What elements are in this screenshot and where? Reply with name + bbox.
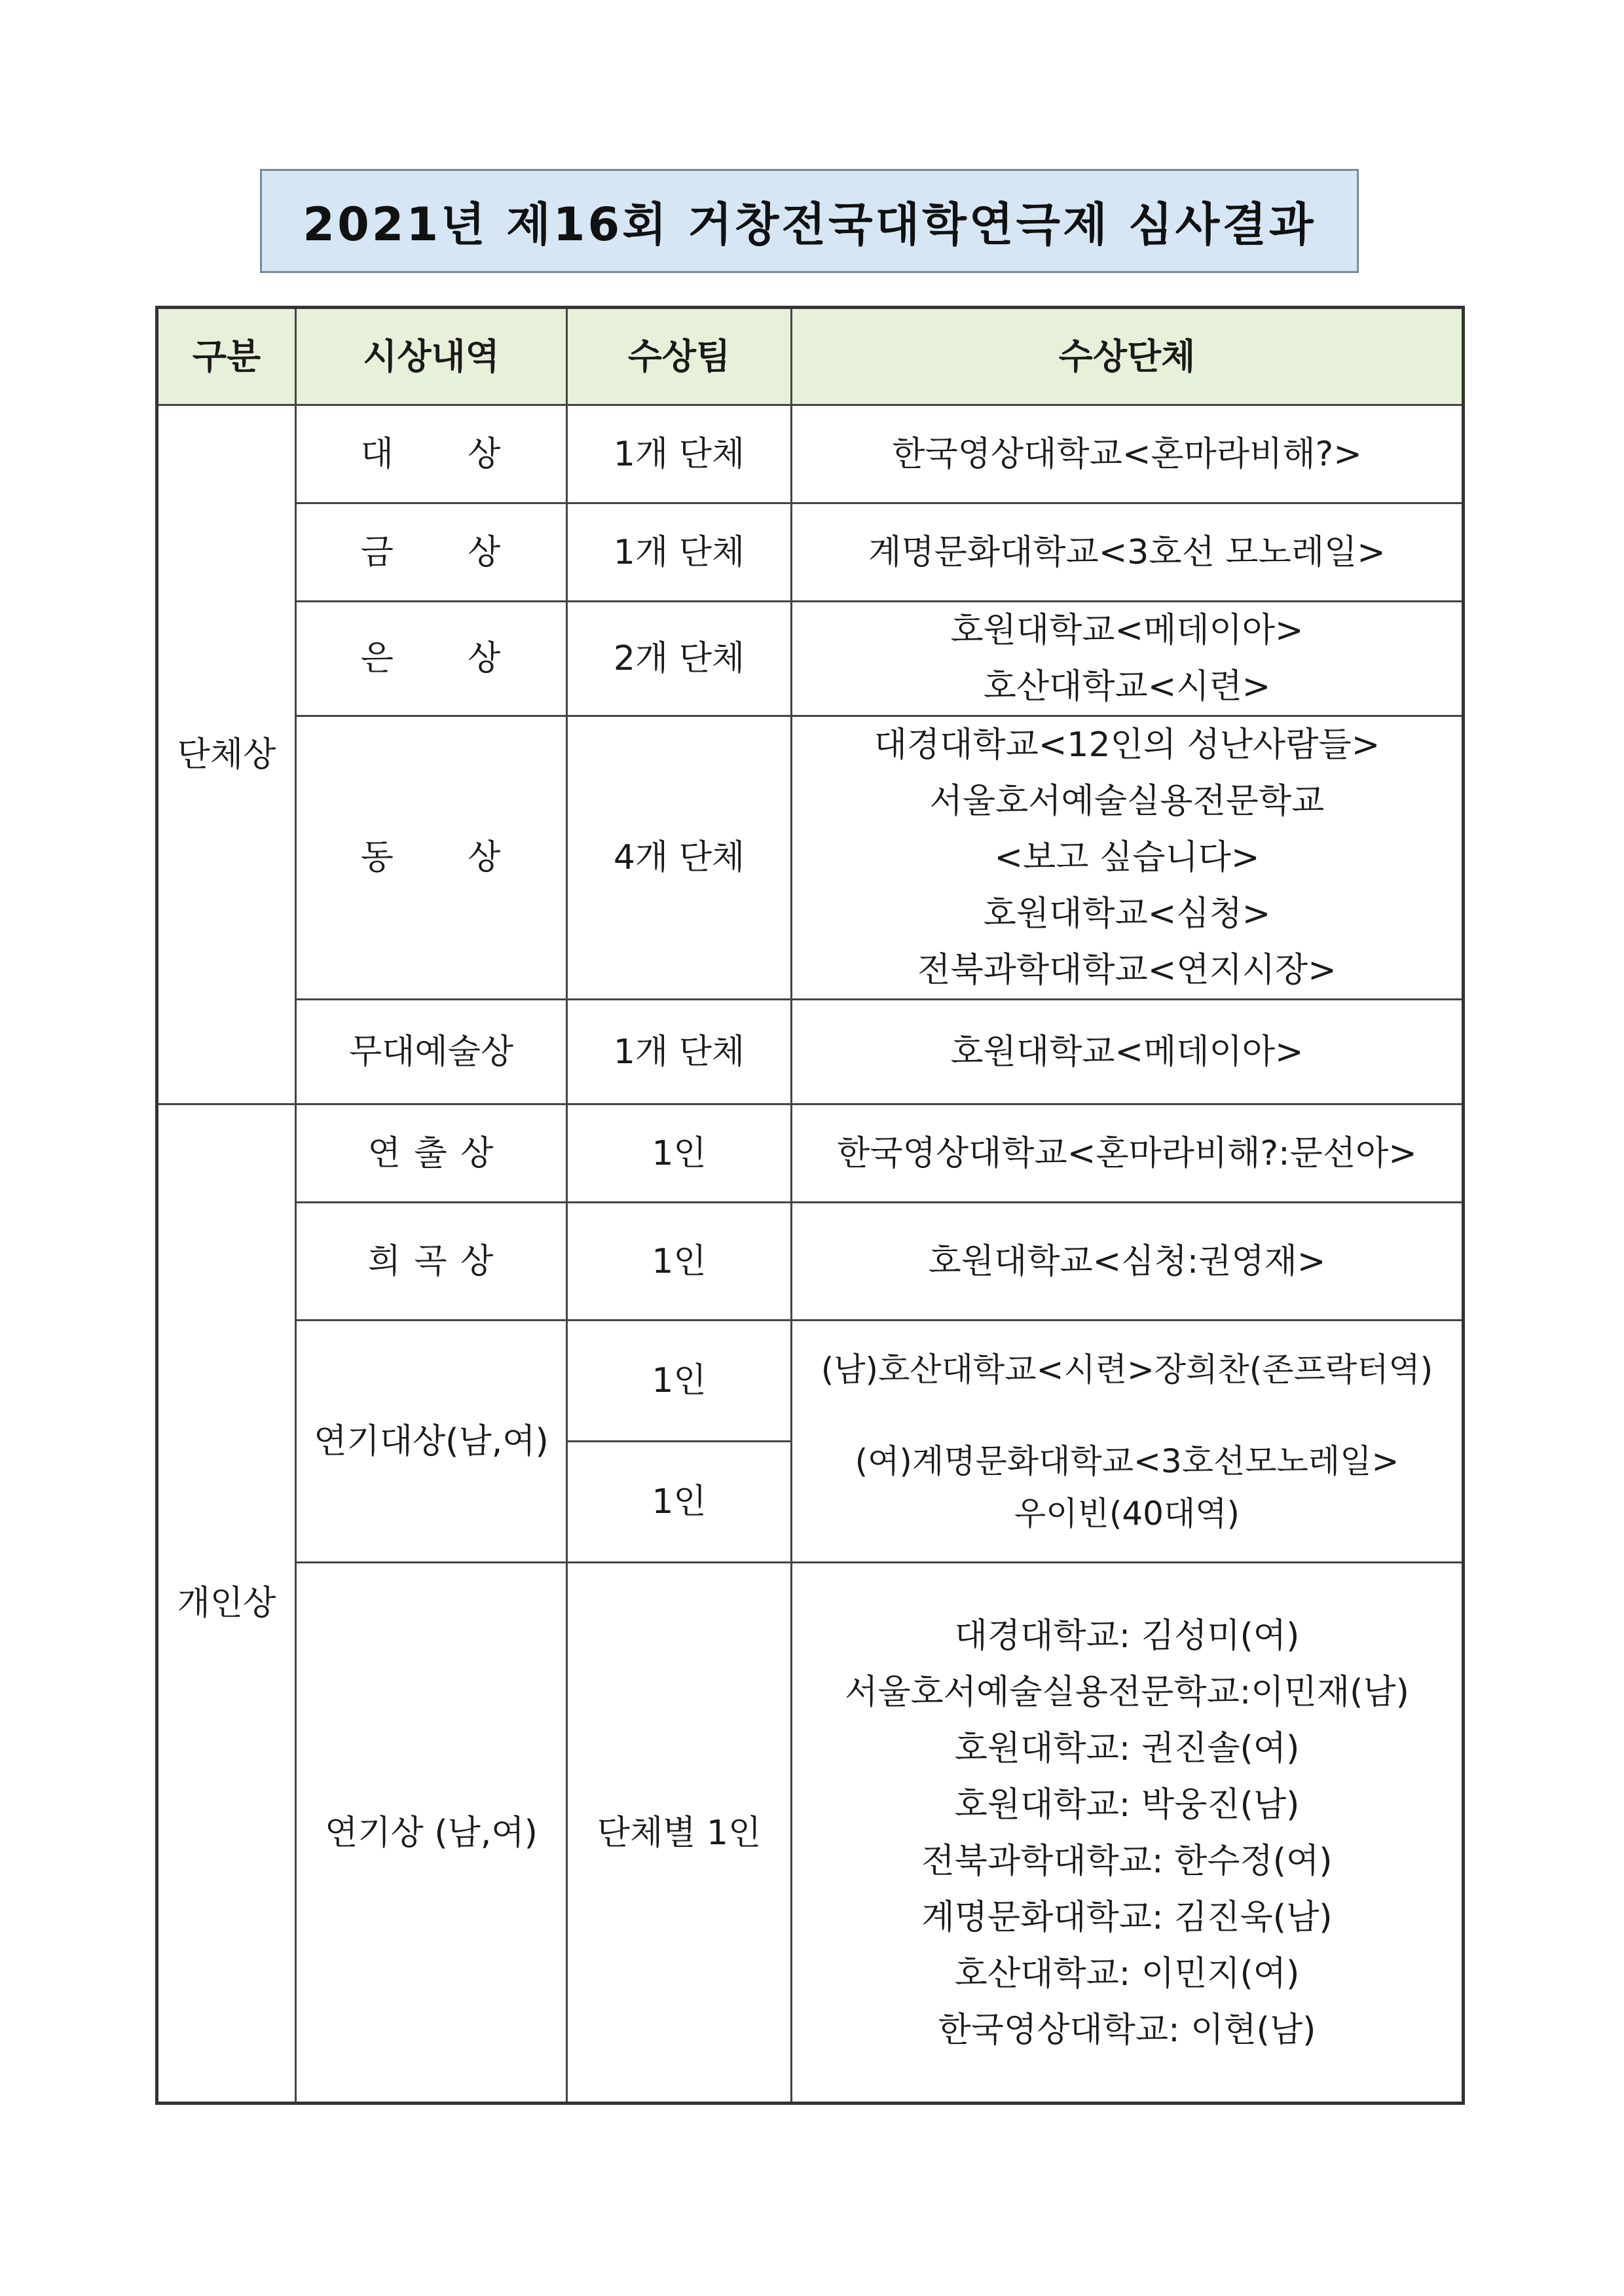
team-count: 1인 xyxy=(567,1442,792,1563)
table-row xyxy=(157,1000,1464,1104)
table-row xyxy=(157,1104,1464,1203)
individual-award-category: 개인상 xyxy=(157,1104,296,2104)
header-team: 수상팀 xyxy=(567,308,792,405)
table-row xyxy=(157,602,1464,716)
winner-text: 호산대학교: 이민지(여) xyxy=(954,1954,1300,1994)
group-award-category: 단체상 xyxy=(157,405,296,1104)
winner-text: 서울호서예술실용전문학교 xyxy=(929,782,1325,821)
winner-text: 대경대학교: 김성미(여) xyxy=(954,1616,1300,1656)
winner-text: 한국영상대학교<혼마라비해?> xyxy=(792,405,1464,503)
team-count: 1개 단체 xyxy=(567,1000,792,1104)
team-count: 1인 xyxy=(567,1203,792,1321)
table-row xyxy=(157,1563,1464,2104)
award-name: 희 곡 상 xyxy=(296,1203,567,1321)
award-name: 연 출 상 xyxy=(296,1104,567,1203)
header-winners: 수상단체 xyxy=(792,308,1464,405)
page-title: 2021년 제16회 거창전국대학연극제 심사결과 xyxy=(303,198,1316,251)
team-count: 단체별 1인 xyxy=(567,1563,792,2104)
team-count: 2개 단체 xyxy=(567,602,792,716)
table-row xyxy=(157,1321,1464,1442)
winner-text: 전북과학대학교: 한수정(여) xyxy=(921,1841,1333,1881)
winner-text: 계명문화대학교<3호선 모노레일> xyxy=(792,503,1464,602)
table-row xyxy=(157,716,1464,1000)
winner-text: 호원대학교<심청:권영재> xyxy=(792,1203,1464,1321)
header-category: 구분 xyxy=(157,308,296,405)
winner-text: <보고 싶습니다> xyxy=(994,838,1260,877)
winner-text: (남)호산대학교<시련>장희찬(존프락터역) xyxy=(821,1350,1433,1389)
award-name: 은 상 xyxy=(296,602,567,716)
winner-text: 호산대학교<시련> xyxy=(983,667,1271,706)
results-table xyxy=(155,306,1465,2105)
winner-cell xyxy=(792,1321,1464,1563)
winner-text: 한국영상대학교: 이현(남) xyxy=(938,2010,1316,2050)
winner-text: 호원대학교<메데이아> xyxy=(792,1000,1464,1104)
team-count: 1개 단체 xyxy=(567,405,792,503)
award-name: 연기대상(남,여) xyxy=(296,1321,567,1563)
header-award: 시상내역 xyxy=(296,308,567,405)
winner-text: 우이빈(40대역) xyxy=(1014,1494,1240,1533)
winner-text: 전북과학대학교<연지시장> xyxy=(917,951,1337,990)
team-count: 1인 xyxy=(567,1104,792,1203)
title-box xyxy=(260,169,1359,273)
winner-text: 호원대학교: 박웅진(남) xyxy=(954,1785,1300,1825)
winner-text: 호원대학교: 권진솔(여) xyxy=(954,1728,1300,1768)
winner-cell xyxy=(792,1563,1464,2104)
header-row xyxy=(157,308,1464,405)
table-row xyxy=(157,405,1464,503)
winner-cell xyxy=(792,602,1464,716)
team-count: 4개 단체 xyxy=(567,716,792,1000)
award-name: 무대예술상 xyxy=(296,1000,567,1104)
winner-cell xyxy=(792,716,1464,1000)
winner-text: 호원대학교<메데이아> xyxy=(950,611,1304,650)
table-row xyxy=(157,1203,1464,1321)
winner-text: 대경대학교<12인의 성난사람들> xyxy=(874,725,1380,765)
winner-text: 한국영상대학교<혼마라비해?:문선아> xyxy=(792,1104,1464,1203)
award-name: 동 상 xyxy=(296,716,567,1000)
winner-text: 호원대학교<심청> xyxy=(983,894,1271,934)
winner-text: (여)계명문화대학교<3호선모노레일> xyxy=(855,1442,1399,1480)
winner-text: 계명문화대학교: 김진욱(남) xyxy=(921,1897,1333,1937)
award-name: 금 상 xyxy=(296,503,567,602)
winner-text: 서울호서예술실용전문학교:이민재(남) xyxy=(845,1672,1409,1712)
team-count: 1인 xyxy=(567,1321,792,1442)
team-count: 1개 단체 xyxy=(567,503,792,602)
award-name: 연기상 (남,여) xyxy=(296,1563,567,2104)
award-name: 대 상 xyxy=(296,405,567,503)
table-row xyxy=(157,503,1464,602)
